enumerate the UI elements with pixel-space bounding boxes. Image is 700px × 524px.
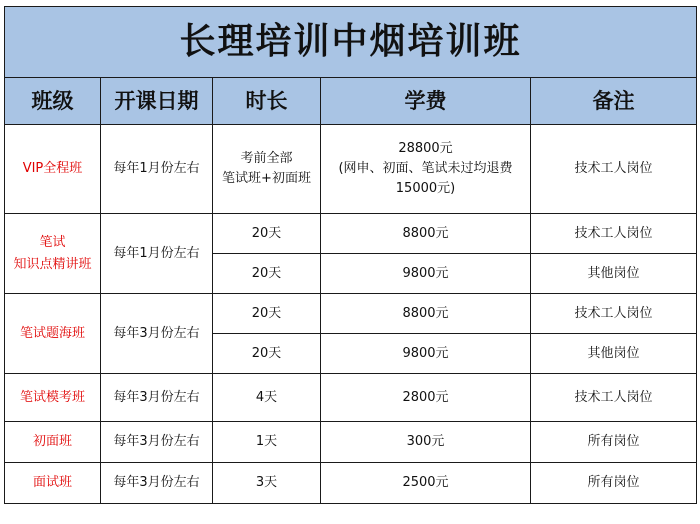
fee: 8800元 [321,214,531,254]
fee: 8800元 [321,294,531,334]
duration: 20天 [213,334,321,374]
header-note: 备注 [531,78,697,125]
note: 技术工人岗位 [531,294,697,334]
note: 技术工人岗位 [531,125,697,214]
class-name: 笔试模考班 [5,374,101,422]
fee [321,125,531,214]
table-row [5,294,697,334]
start-date: 每年3月份左右 [101,422,213,463]
table-row [5,214,697,254]
note: 技术工人岗位 [531,214,697,254]
start-date: 每年1月份左右 [101,214,213,294]
class-name: 笔试题海班 [5,294,101,374]
fee-line: (网申、初面、笔试未过均退费 [338,161,513,176]
note: 技术工人岗位 [531,374,697,422]
fee: 2500元 [321,463,531,504]
start-date: 每年3月份左右 [101,374,213,422]
header-duration: 时长 [213,78,321,125]
start-date: 每年3月份左右 [101,294,213,374]
fee-line: 28800元 [398,141,453,156]
table-row [5,374,697,422]
duration: 20天 [213,294,321,334]
class-name-line: 知识点精讲班 [13,256,92,272]
header-start-date: 开课日期 [101,78,213,125]
fee: 2800元 [321,374,531,422]
class-name [5,214,101,294]
start-date: 每年3月份左右 [101,463,213,504]
start-date: 每年1月份左右 [101,125,213,214]
table-row [5,463,697,504]
fee: 300元 [321,422,531,463]
duration: 20天 [213,254,321,294]
duration [213,125,321,214]
table-row [5,125,697,214]
header-fee: 学费 [321,78,531,125]
duration: 3天 [213,463,321,504]
duration: 1天 [213,422,321,463]
duration: 20天 [213,214,321,254]
note: 所有岗位 [531,463,697,504]
training-schedule-table [4,6,697,504]
fee: 9800元 [321,334,531,374]
class-name-line: 笔试 [39,234,66,250]
table-row [5,422,697,463]
duration-line: 笔试班+初面班 [222,171,311,186]
fee-line: 15000元) [395,181,456,196]
fee: 9800元 [321,254,531,294]
page-title: 长理培训中烟培训班 [5,7,697,78]
class-name: VIP全程班 [5,125,101,214]
note: 其他岗位 [531,334,697,374]
duration-line: 考前全部 [240,151,293,166]
class-name: 面试班 [5,463,101,504]
note: 其他岗位 [531,254,697,294]
class-name: 初面班 [5,422,101,463]
header-class: 班级 [5,78,101,125]
note: 所有岗位 [531,422,697,463]
duration: 4天 [213,374,321,422]
